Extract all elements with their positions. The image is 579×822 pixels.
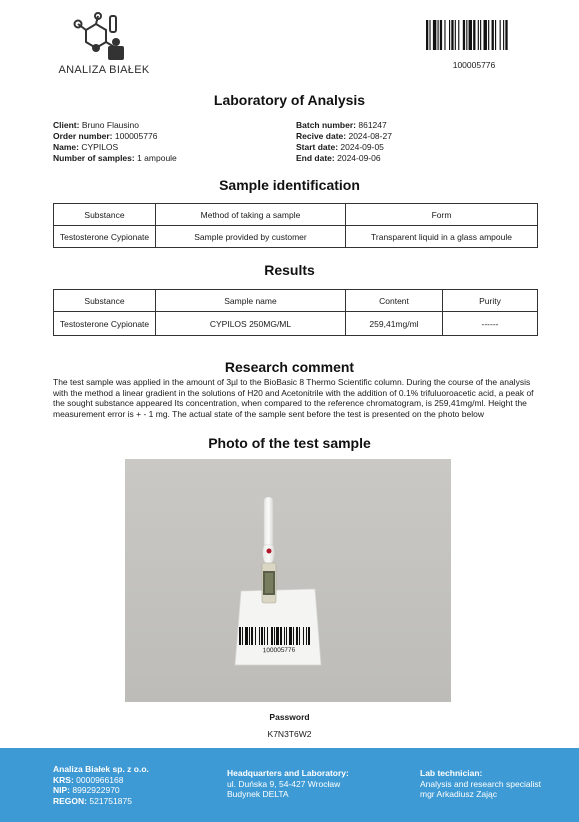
- company-logo: [52, 12, 152, 78]
- table-cell: Testosterone Cypionate: [54, 226, 156, 248]
- hq-address: ul. Duńska 9, 54-427 Wrocław: [227, 778, 341, 789]
- table-cell: Testosterone Cypionate: [54, 312, 156, 336]
- regon-number: 521751875: [89, 795, 132, 806]
- table-row: [54, 312, 538, 336]
- info-batch-number: Batch number: 861247: [296, 120, 387, 130]
- sample-identification-title: Sample identification: [219, 177, 360, 193]
- info-number-of-samples: Number of samples: 1 ampoule: [53, 153, 177, 163]
- ampoule-photo-illustration: [125, 459, 451, 702]
- table-header-cell: Content: [346, 290, 443, 312]
- tech-role: Analysis and research specialist: [420, 778, 541, 789]
- page-title: Laboratory of Analysis: [213, 92, 366, 108]
- table-header-cell: Method of taking a sample: [156, 204, 346, 226]
- table-header-cell: Substance: [54, 290, 156, 312]
- password-label: Password: [269, 712, 310, 722]
- table-header-row: [54, 290, 538, 312]
- barcode-icon: [426, 20, 522, 50]
- footer-headquarters: Headquarters and Laboratory: ul. Duńska 9, 54-427 Wrocław Budynek DELTA: [227, 768, 349, 800]
- research-comment-title: Research comment: [224, 359, 355, 375]
- molecule-icon: [72, 12, 132, 64]
- research-comment-text: The test sample was applied in the amount of 3µl to the BioBasic 8 Thermo Scientific column. During the course of the analysis with the method a linear gradient in the solutions of H20 and Acetonitrile with the addition of 0.1% trifuluoroacetic acid, a peak of the sought substance appeared Its concentration, when compared to the reference chromatogram, is 259,41mg/ml. Height the measurement error is + - 1 mg. The actual state of the sample sent before the test is presented on the photo below: [53, 377, 534, 419]
- tech-name: mgr Arkadiusz Zając: [420, 789, 497, 800]
- info-end-date: End date: 2024-09-06: [296, 153, 381, 163]
- order-barcode: [426, 20, 522, 70]
- info-order-number: Order number: 100005776: [53, 131, 158, 141]
- table-row: [54, 226, 538, 248]
- table-cell: ------: [443, 312, 538, 336]
- nip-number: 8992922970: [72, 785, 120, 796]
- table-header-cell: Substance: [54, 204, 156, 226]
- info-receive-date: Recive date: 2024-08-27: [296, 131, 392, 141]
- password-value: K7N3T6W2: [267, 729, 312, 739]
- table-cell: Sample provided by customer: [156, 226, 346, 248]
- table-cell: 259,41mg/ml: [346, 312, 443, 336]
- card-barcode-number: 100005776: [262, 646, 296, 655]
- info-start-date: Start date: 2024-09-05: [296, 142, 384, 152]
- info-right: [296, 120, 392, 164]
- table-header-row: [54, 204, 538, 226]
- photo-title: Photo of the test sample: [208, 435, 371, 451]
- info-name: Name: CYPILOS: [53, 142, 119, 152]
- footer-company: Analiza Białek sp. z o.o. KRS: 0000966168 NIP: 8992922970 REGON: 521751875: [53, 764, 149, 806]
- results-title: Results: [264, 262, 315, 278]
- sample-identification-table: [53, 203, 538, 248]
- table-header-cell: Purity: [443, 290, 538, 312]
- company-name: Analiza Białek sp. z o.o.: [53, 764, 149, 774]
- footer: [0, 748, 579, 822]
- hq-building: Budynek DELTA: [227, 789, 289, 800]
- table-cell: CYPILOS 250MG/ML: [156, 312, 346, 336]
- table-header-cell: Form: [346, 204, 538, 226]
- card-barcode-icon: [239, 627, 310, 645]
- info-client: Client: Bruno Flausino: [53, 120, 139, 130]
- logo-text: ANALIZA BIAŁEK: [58, 64, 150, 76]
- table-header-cell: Sample name: [156, 290, 346, 312]
- footer-lab-technician: Lab technician: Analysis and research specialist mgr Arkadiusz Zając: [420, 768, 541, 800]
- krs-number: 0000966168: [76, 774, 124, 785]
- barcode-number: 100005776: [452, 60, 496, 70]
- results-table: [53, 289, 538, 336]
- info-left: [53, 120, 177, 164]
- sample-photo: [125, 459, 451, 702]
- table-cell: Transparent liquid in a glass ampoule: [346, 226, 538, 248]
